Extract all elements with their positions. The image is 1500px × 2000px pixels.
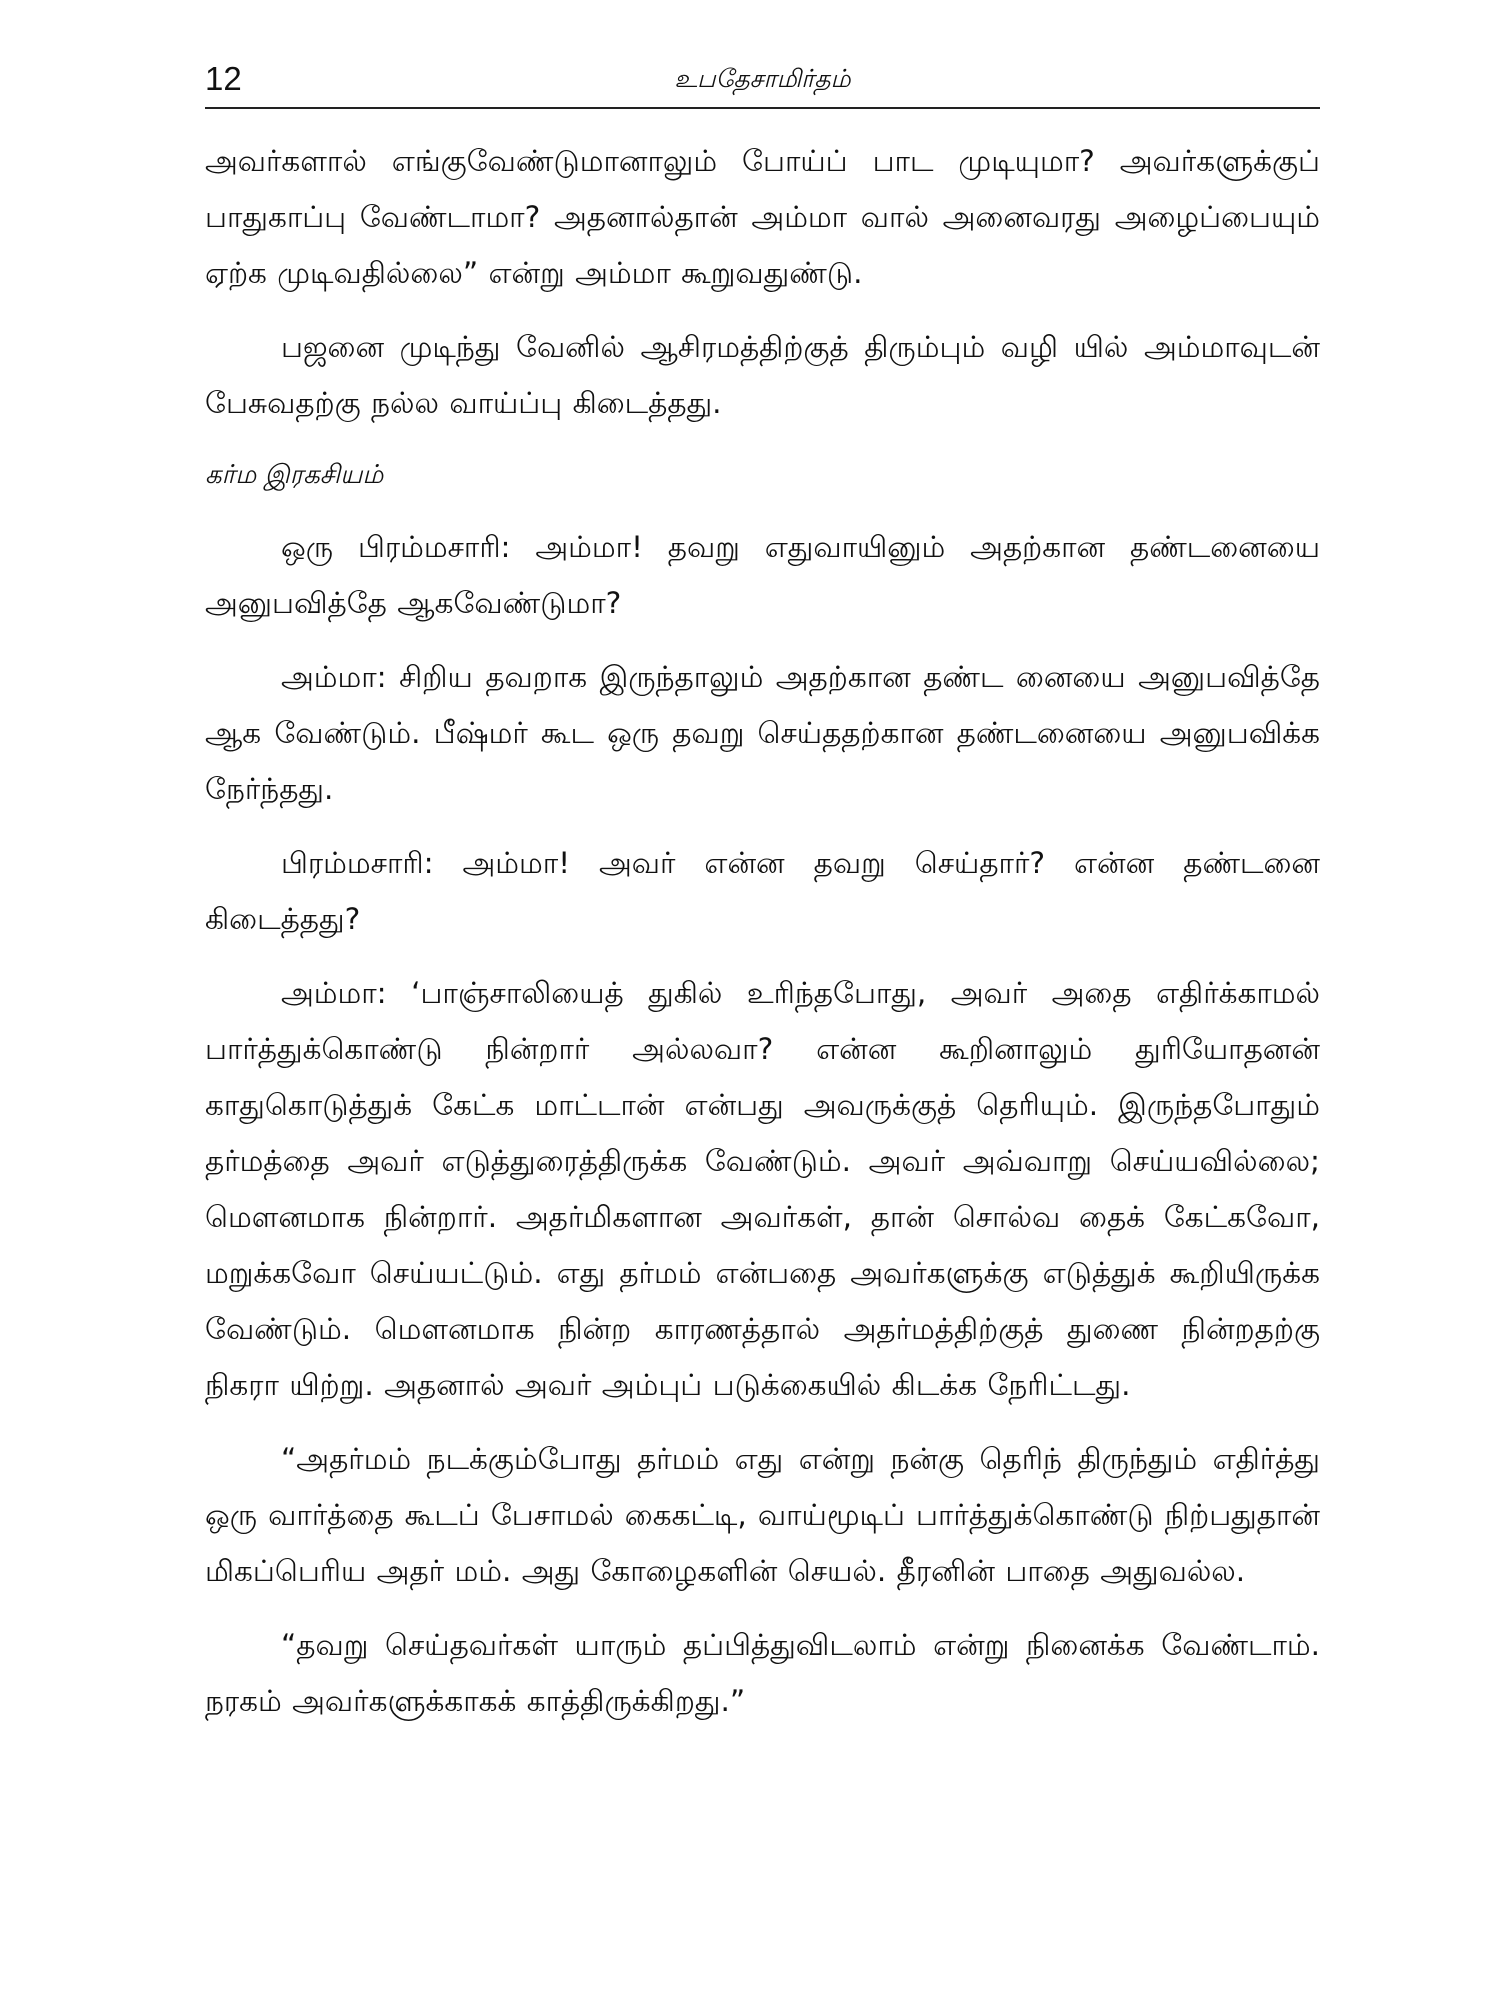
book-page [205, 55, 1320, 1747]
paragraph-1: அவர்களால் எங்குவேண்டுமானாலும் போய்ப் பாட முடியுமா? அவர்களுக்குப் பாதுகாப்பு வேண்டாமா? அதனால்தான் அம்மா வால் அனைவரது அழைப்பையும் ஏற்க முடிவதில்லை” என்று அம்மா கூறுவதுண்டு. [205, 144, 1320, 290]
paragraph-2: பஜனை முடிந்து வேனில் ஆசிரமத்திற்குத் திரும்பும் வழி யில் அம்மாவுடன் பேசுவதற்கு நல்ல வாய்ப்பு கிடைத்தது. [205, 330, 1320, 420]
paragraph-3: ஒரு பிரம்மசாரி: அம்மா! தவறு எதுவாயினும் அதற்கான தண்டனையை அனுபவித்தே ஆகவேண்டுமா? [205, 530, 1320, 620]
page-number: 12 [205, 60, 242, 97]
page-header [205, 55, 1320, 109]
running-title: உபதேசாமிர்தம் [674, 64, 851, 93]
section-heading: கர்ம இரகசியம் [205, 460, 384, 490]
paragraph-7: “அதர்மம் நடக்கும்போது தர்மம் எது என்று நன்கு தெரிந் திருந்தும் எதிர்த்து ஒரு வார்த்தை கூடப் பேசாமல் கைகட்டி, வாய்மூடிப் பார்த்துக்கொண்டு நிற்பதுதான் மிகப்பெரிய அதர் மம். அது கோழைகளின் செயல். தீரனின் பாதை அதுவல்ல. [205, 1442, 1320, 1588]
page-body [205, 133, 1320, 1729]
paragraph-8: “தவறு செய்தவர்கள் யாரும் தப்பித்துவிடலாம் என்று நினைக்க வேண்டாம். நரகம் அவர்களுக்காகக் காத்திருக்கிறது.” [205, 1628, 1320, 1718]
paragraph-4: அம்மா: சிறிய தவறாக இருந்தாலும் அதற்கான தண்ட னையை அனுபவித்தே ஆக வேண்டும். பீஷ்மர் கூட ஒரு தவறு செய்ததற்கான தண்டனையை அனுபவிக்க நேர்ந்தது. [205, 660, 1320, 806]
paragraph-6: அம்மா: ‘பாஞ்சாலியைத் துகில் உரிந்தபோது, அவர் அதை எதிர்க்காமல் பார்த்துக்கொண்டு நின்றார் அல்லவா? என்ன கூறினாலும் துரியோதனன் காதுகொடுத்துக் கேட்க மாட்டான் என்பது அவருக்குத் தெரியும். இருந்தபோதும் தர்மத்தை அவர் எடுத்துரைத்திருக்க வேண்டும். அவர் அவ்வாறு செய்யவில்லை; மௌனமாக நின்றார். அதர்மிகளான அவர்கள், தான் சொல்வ தைக் கேட்கவோ, மறுக்கவோ செய்யட்டும். எது தர்மம் என்பதை அவர்களுக்கு எடுத்துக் கூறியிருக்க வேண்டும். மௌனமாக நின்ற காரணத்தால் அதர்மத்திற்குத் துணை நின்றதற்கு நிகரா யிற்று. அதனால் அவர் அம்புப் படுக்கையில் கிடக்க நேரிட்டது. [205, 976, 1320, 1402]
paragraph-5: பிரம்மசாரி: அம்மா! அவர் என்ன தவறு செய்தார்? என்ன தண்டனை கிடைத்தது? [205, 846, 1320, 936]
